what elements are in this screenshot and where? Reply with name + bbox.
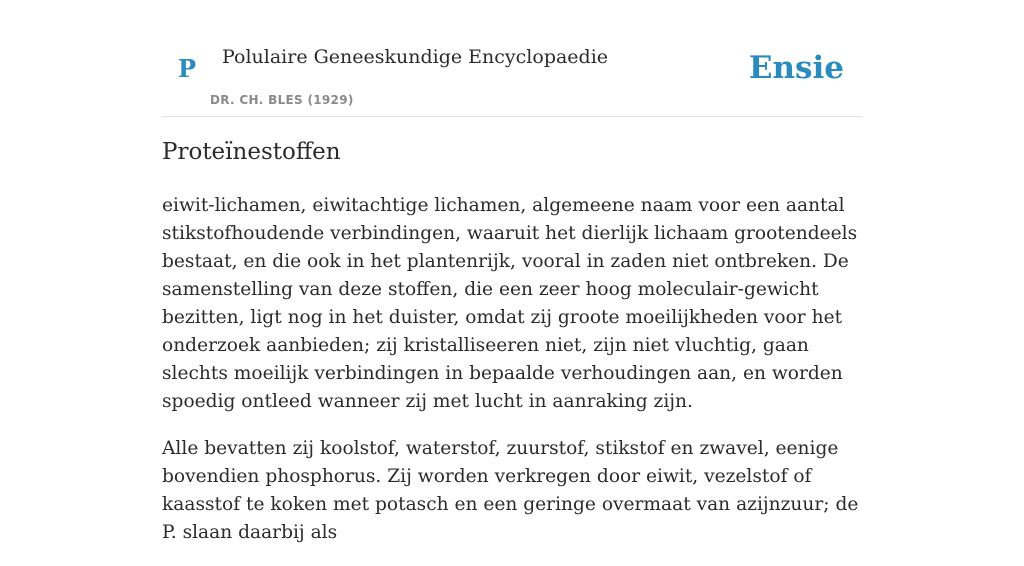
article-paragraph: Alle bevatten zij koolstof, waterstof, zuurstof, stikstof en zwavel, eenige bovendien phosphorus. Zij worden verkregen door eiwit, vezelstof of kaasstof te koken met potasch en een geringe overmaat van azijnzuur; de P. slaan daarbij als (162, 438, 859, 543)
article-paragraph: eiwit-lichamen, eiwitachtige lichamen, algemeene naam voor een aantal stikstofhoudende verbindingen, waaruit het dierlijk lichaam grootendeels bestaat, en die ook in het plantenrijk, vooral in zaden niet ontbreken. De samenstelling van deze stoffen, die een zeer hoog moleculair-gewicht bezitten, ligt nog in het duister, omdat zij groote moeilijkheden voor het onderzoek aanbieden; zij kristalliseeren niet, zijn niet vluchtig, gaan slechts moeilijk verbindingen in bepaalde verhoudingen aan, en worden spoedig ontleed wanneer zij met lucht in aanraking zijn. (162, 195, 858, 412)
article-body (162, 192, 864, 566)
article-title: Proteïnestoffen (162, 139, 341, 165)
publication-title[interactable]: Polulaire Geneeskundige Encyclopaedie (222, 46, 609, 68)
publication-author: DR. CH. BLES (1929) (210, 93, 354, 107)
publication-logo[interactable]: P (178, 54, 197, 83)
page-header (162, 0, 862, 117)
brand-logo[interactable]: Ensie (748, 50, 844, 86)
